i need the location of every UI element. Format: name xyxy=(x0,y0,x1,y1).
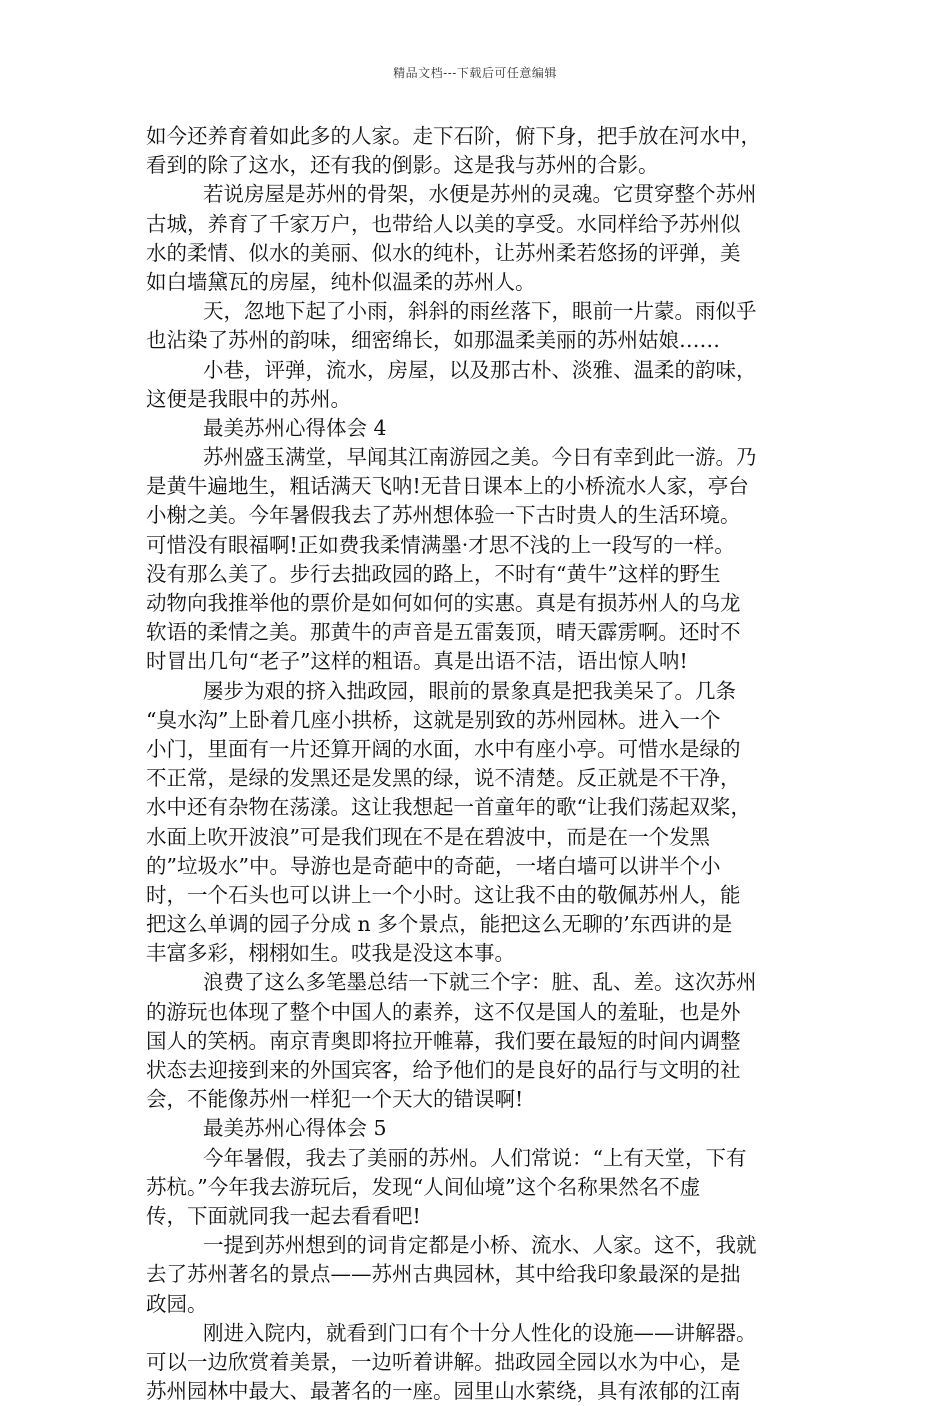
text-line: 把这么单调的园子分成 n 多个景点，能把这么无聊的’东西讲的是 xyxy=(146,912,733,937)
text-line: 小门，里面有一片还算开阔的水面，水中有座小亭。可惜水是绿的 xyxy=(146,736,741,761)
text-line: 浪费了这么多笔墨总结一下就三个字：脏、乱、差。这次苏州 xyxy=(203,970,757,995)
text-line: 丰富多彩，栩栩如生。哎我是没这本事。 xyxy=(146,941,515,966)
text-line: 没有那么美了。步行去拙政园的路上，不时有“黄牛”这样的野生 xyxy=(146,561,721,586)
text-line: 水面上吹开波浪”可是我们现在不是在碧波中，而是在一个发黑 xyxy=(146,824,710,849)
text-line: 古城，养育了千家万户，也带给人以美的享受。水同样给予苏州似 xyxy=(146,211,741,236)
text-line: 状态去迎接到来的外国宾客，给予他们的是良好的品行与文明的社 xyxy=(146,1058,741,1082)
text-line: 屡步为艰的挤入拙政园，眼前的景象真是把我美呆了。几条 xyxy=(203,678,736,703)
text-line: 天，忽地下起了小雨，斜斜的雨丝落下，眼前一片蒙。雨似乎 xyxy=(203,299,757,324)
text-line: 水的柔情、似水的美丽、似水的纯朴，让苏州柔若悠扬的评弹，美 xyxy=(146,240,741,265)
text-line: 若说房屋是苏州的骨架，水便是苏州的灵魂。它贯穿整个苏州 xyxy=(203,182,757,207)
text-line: 苏州盛玉满堂，早闻其江南游园之美。今日有幸到此一游。乃 xyxy=(203,445,757,470)
text-line: 最美苏州心得体会 4 xyxy=(203,415,387,440)
text-line: 一提到苏州想到的词肯定都是小桥、流水、人家。这不，我就 xyxy=(203,1233,757,1258)
text-line: 看到的除了这水，还有我的倒影。这是我与苏州的合影。 xyxy=(146,153,659,178)
text-line: 不正常，是绿的发黑还是发黑的绿，说不清楚。反正就是不干净， xyxy=(146,766,741,791)
text-line: 如今还养育着如此多的人家。走下石阶，俯下身，把手放在河水中， xyxy=(146,124,761,148)
text-line: 的游玩也体现了整个中国人的素养，这不仅是国人的羞耻，也是外 xyxy=(146,999,741,1024)
text-line: 今年暑假，我去了美丽的苏州。人们常说：“上有天堂，下有 xyxy=(203,1145,747,1170)
text-line: 时，一个石头也可以讲上一个小时。这让我不由的敬佩苏州人，能 xyxy=(146,882,741,907)
text-line: 也沾染了苏州的韵味，细密绵长，如那温柔美丽的苏州姑娘…… xyxy=(146,328,720,353)
text-line: 是黄牛遍地生，粗话满天飞呐!无昔日课本上的小桥流水人家，亭台 xyxy=(146,474,749,499)
text-line: 的”垃圾水”中。导游也是奇葩中的奇葩，一堵白墙可以讲半个小 xyxy=(146,853,721,878)
text-line: 时冒出几句“老子”这样的粗语。真是出语不洁，语出惊人呐! xyxy=(146,649,688,674)
text-line: 去了苏州著名的景点——苏州古典园林，其中给我印象最深的是拙 xyxy=(146,1262,741,1287)
text-line: 小榭之美。今年暑假我去了苏州想体验一下古时贵人的生活环境。 xyxy=(146,503,741,528)
text-line: 动物向我推举他的票价是如何如何的实惠。真是有损苏州人的乌龙 xyxy=(146,591,741,615)
document-body xyxy=(146,122,826,1406)
text-line: 软语的柔情之美。那黄牛的声音是五雷轰顶，晴天霹雳啊。还时不 xyxy=(146,620,741,645)
text-line: 传，下面就同我一起去看看吧! xyxy=(146,1203,421,1228)
text-line: 小巷，评弹，流水，房屋，以及那古朴、淡雅、温柔的韵味， xyxy=(203,357,757,382)
text-line: 可以一边欣赏着美景，一边听着讲解。拙政园全园以水为中心，是 xyxy=(146,1349,741,1374)
text-line: 苏州园林中最大、最著名的一座。园里山水萦绕，具有浓郁的江南 xyxy=(146,1379,741,1404)
text-line: 水中还有杂物在荡漾。这让我想起一首童年的歌“让我们荡起双桨， xyxy=(146,795,751,820)
text-line: 如白墙黛瓦的房屋，纯朴似温柔的苏州人。 xyxy=(146,269,536,294)
text-line: 可惜没有眼福啊!正如费我柔情满墨·才思不浅的上一段写的一样。 xyxy=(146,532,735,557)
text-line: 国人的笑柄。南京青奥即将拉开帷幕，我们要在最短的时间内调整 xyxy=(146,1028,741,1053)
text-line: 这便是我眼中的苏州。 xyxy=(146,386,351,411)
page-header: 精品文档---下载后可任意编辑 xyxy=(393,66,557,80)
text-line: 苏杭。”今年我去游玩后，发现“人间仙境”这个名称果然名不虚 xyxy=(146,1174,701,1199)
text-line: 政园。 xyxy=(146,1291,208,1316)
text-line: 刚进入院内，就看到门口有个十分人性化的设施——讲解器。 xyxy=(203,1320,757,1345)
text-line: 会，不能像苏州一样犯一个天大的错误啊! xyxy=(146,1087,524,1112)
text-line: 最美苏州心得体会 5 xyxy=(203,1116,387,1141)
text-line: “臭水沟”上卧着几座小拱桥，这就是别致的苏州园林。进入一个 xyxy=(146,707,721,732)
